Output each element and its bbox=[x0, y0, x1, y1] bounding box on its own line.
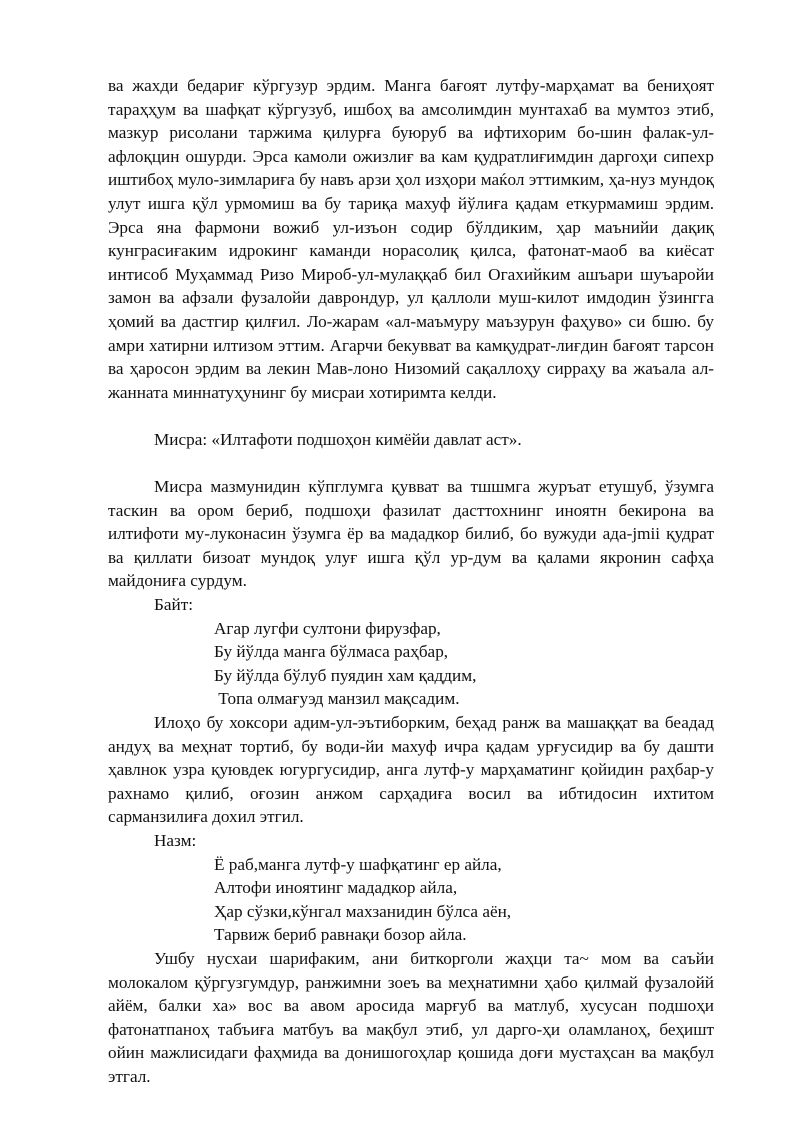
verse-line: Тарвиж бериб равнақи бозор айла. bbox=[214, 925, 467, 945]
verse-line: Агар лугфи султони фирузфар, bbox=[214, 618, 441, 638]
verse-block-1 bbox=[108, 617, 714, 711]
verse-line: Ҳар сўзки,кўнгал махзанидин бўлса аён, bbox=[214, 901, 512, 921]
verse-line: Бу йўлда манга бўлмаса раҳбар, bbox=[214, 642, 449, 662]
verse-line: Алтофи иноятинг мададкор айла, bbox=[214, 878, 458, 898]
verse-line: Ё раб,манга лутф-у шафқатинг ер айла, bbox=[214, 854, 502, 874]
paragraph-3: Мисра мазмунидин кўпглумга қувват ва тшшмга журъат етушуб, ўзумга таскин ва ором бериб, подшоҳи фазилат дасттохнинг иноятн бекирона ва илтифоти му-луконасин ўзумга ёр ва мададкор билиб, бо вужуди ада-jmii қудрат ва қиллати бизоат мундоқ улуғ ишга қўл ур-дум ва қалами якронин сафҳа майдониға сурдум. bbox=[108, 477, 714, 591]
section-label-nazm: Назм: bbox=[154, 831, 197, 850]
document-page bbox=[108, 74, 714, 1089]
verse-line: Топа олмағуэд манзил мақсадим. bbox=[214, 689, 460, 709]
verse-block-2 bbox=[108, 853, 714, 947]
verse-line: Бу йўлда бўлуб пуядин хам қаддим, bbox=[214, 665, 477, 685]
paragraph-4: Илоҳо бу хоксори адим-ул-эътиборким, беҳад ранж ва машаққат ва беадад андуҳ ва меҳнат тортиб, бу води-йи махуф ичра қадам урғусидир ва бу дашти ҳавлнок узра қуювдек югургусидир, анга лутф-у марҳаматинг қойидин раҳбар-у рахнамо қилиб, оғозин анжом сарҳадиға восил ва ибтидосин ихтитом сарманзилиға дохил этгил. bbox=[108, 713, 714, 827]
quoted-verse-line: Мисра: «Илтафоти подшоҳон кимёйи давлат аст». bbox=[154, 429, 522, 449]
paragraph-1: ва жахди бедариғ кўргузур эрдим. Манга бағоят лутфу-марҳамат ва бениҳоят тараҳҳум ва шафқат кўргузуб, ишбоҳ ва амсолимдин мунтахаб ва мумтоз этиб, мазкур рисолани таржима қилурға буюруб ва ифтихорим бо-шин фалак-ул-афлоқцин ошурди. Эрса камоли ожизлиғ ва кам қудратлиғимдин даргоҳи сипехр иштибоҳ муло-зимлариға бу навъ арзи ҳол изҳори маќол эттимким, ҳа-нуз мундоқ улут ишга қўл урмомиш ва бу тариқа махуф йўлиға қадам еткурмамиш эрдим. Эрса яна фармони вожиб ул-изъон содир бўлдиким, ҳар маънийи дақиқ кунграсиғаким идрокинг каманди норасолиқ қилса, фатонат-маоб ва киёсат интисоб Муҳаммад Ризо Мироб-ул-мулаққаб бил Огахийким ашъари шуъаройи замон ва афзали фузалойи даврондур, ул қаллоли муш-килот имдодин ўзингга ҳомий ва дастгир қилғил. Ло-жарам «ал-маъмуру маъзурун фаҳуво» си бшю. бу амри хатирни илтизом эттим. Агарчи бекувват ва камқудрат-лиғдин бағоят тарсон ва ҳаросон эрдим ва лекин Мав-лоно Низомий сақаллоҳу сирраҳу ва жаъала ал-жанната миннатуҳунинг бу мисраи хотиримта келди. bbox=[108, 76, 714, 402]
section-label-bayt: Байт: bbox=[154, 595, 193, 615]
paragraph-5: Ушбу нусхаи шарифаким, ани биткорголи жаҳци та~ мом ва саъйи молокалом қўргузгумдур, ранжимни зоеъ ва меҳнатимни ҳабо қилмай фузалойй айём, балки ха» вос ва авом аросида марғуб ва матлуб, хусусан подшоҳи фатонатпаноҳ табъиға матбуъ ва мақбул этиб, ул дарго-ҳи оламланоҳ, беҳишт ойин мажлисидаги фаҳмида ва донишогоҳлар қошида доғи мустаҳсан ва мақбул этгал. bbox=[108, 948, 714, 1086]
